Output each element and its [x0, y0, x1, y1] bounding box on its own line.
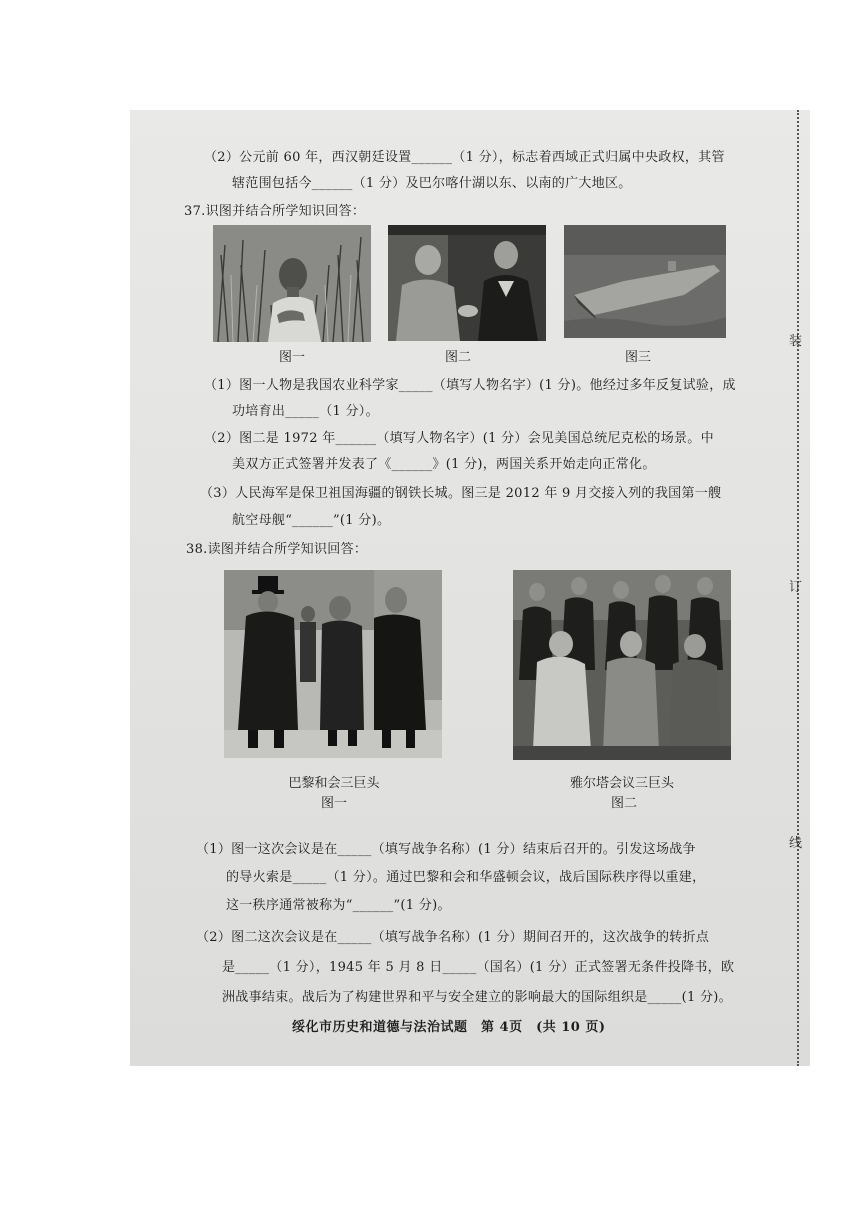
q38-fig1-caption: 巴黎和会三巨头	[288, 776, 380, 791]
q37-p1-line1: （1）图一人物是我国农业科学家_____（填写人物名字）(1 分)。他经过多年反复试验，成	[204, 378, 736, 393]
q37-photo-scientist	[213, 225, 371, 342]
q36-part2-line2: 辖范围包括今______（1 分）及巴尔喀什湖以东、以南的广大地区。	[232, 176, 632, 191]
q37-caption-3: 图三	[624, 350, 651, 365]
q37-photo-handshake	[388, 225, 546, 341]
q38-p1-line2: 的导火索是_____（1 分）。通过巴黎和会和华盛顿会议，战后国际秩序得以重建，	[226, 870, 706, 885]
q36-part2-line1: （2）公元前 60 年，西汉朝廷设置______（1 分），标志着西域正式归属中央政权，其管	[204, 150, 725, 165]
q38-stem: 38.读图并结合所学知识回答：	[186, 542, 368, 557]
q38-photo-paris-peace-conference	[224, 570, 442, 758]
q38-fig2-caption: 雅尔塔会议三巨头	[569, 776, 674, 791]
q37-p2-line2: 美双方正式签署并发表了《______》(1 分)，两国关系开始走向正常化。	[232, 457, 656, 472]
binding-mark-xian: 线	[789, 836, 803, 851]
q37-p3-line1: （3）人民海军是保卫祖国海疆的钢铁长城。图三是 2012 年 9 月交接入列的我国第一艘	[200, 486, 722, 501]
page-footer: 绥化市历史和道德与法治试题 第 4页 (共 10 页)	[292, 1020, 606, 1035]
q37-p1-line2: 功培育出_____（1 分）。	[232, 404, 379, 419]
q38-p1-line1: （1）图一这次会议是在_____（填写战争名称）(1 分）结束后召开的。引发这场战争	[196, 842, 696, 857]
q37-caption-1: 图一	[278, 350, 305, 365]
q38-p2-line2: 是_____（1 分），1945 年 5 月 8 日_____（国名）(1 分）正式签署无条件投降书，欧	[222, 960, 735, 975]
q38-p1-line3: 这一秩序通常被称为“______”(1 分)。	[226, 898, 451, 913]
q37-stem: 37.识图并结合所学知识回答：	[184, 204, 366, 219]
q37-p3-line2: 航空母舰“______”(1 分)。	[232, 513, 391, 528]
binding-mark-ding: 订	[789, 580, 803, 595]
q38-p2-line3: 洲战事结束。战后为了构建世界和平与安全建立的影响最大的国际组织是_____(1 分)。	[222, 990, 732, 1005]
binding-mark-zhuang: 装	[789, 334, 803, 349]
q37-photo-carrier	[564, 225, 726, 338]
q38-photo-yalta-conference	[513, 570, 731, 760]
q38-fig2-label: 图二	[610, 796, 637, 811]
q38-p2-line1: （2）图二这次会议是在_____（填写战争名称）(1 分）期间召开的，这次战争的转折点	[196, 930, 710, 945]
q37-p2-line1: （2）图二是 1972 年______（填写人物名字）(1 分）会见美国总统尼克松的场景。中	[204, 431, 714, 446]
q38-fig1-label: 图一	[320, 796, 347, 811]
q37-caption-2: 图二	[444, 350, 471, 365]
